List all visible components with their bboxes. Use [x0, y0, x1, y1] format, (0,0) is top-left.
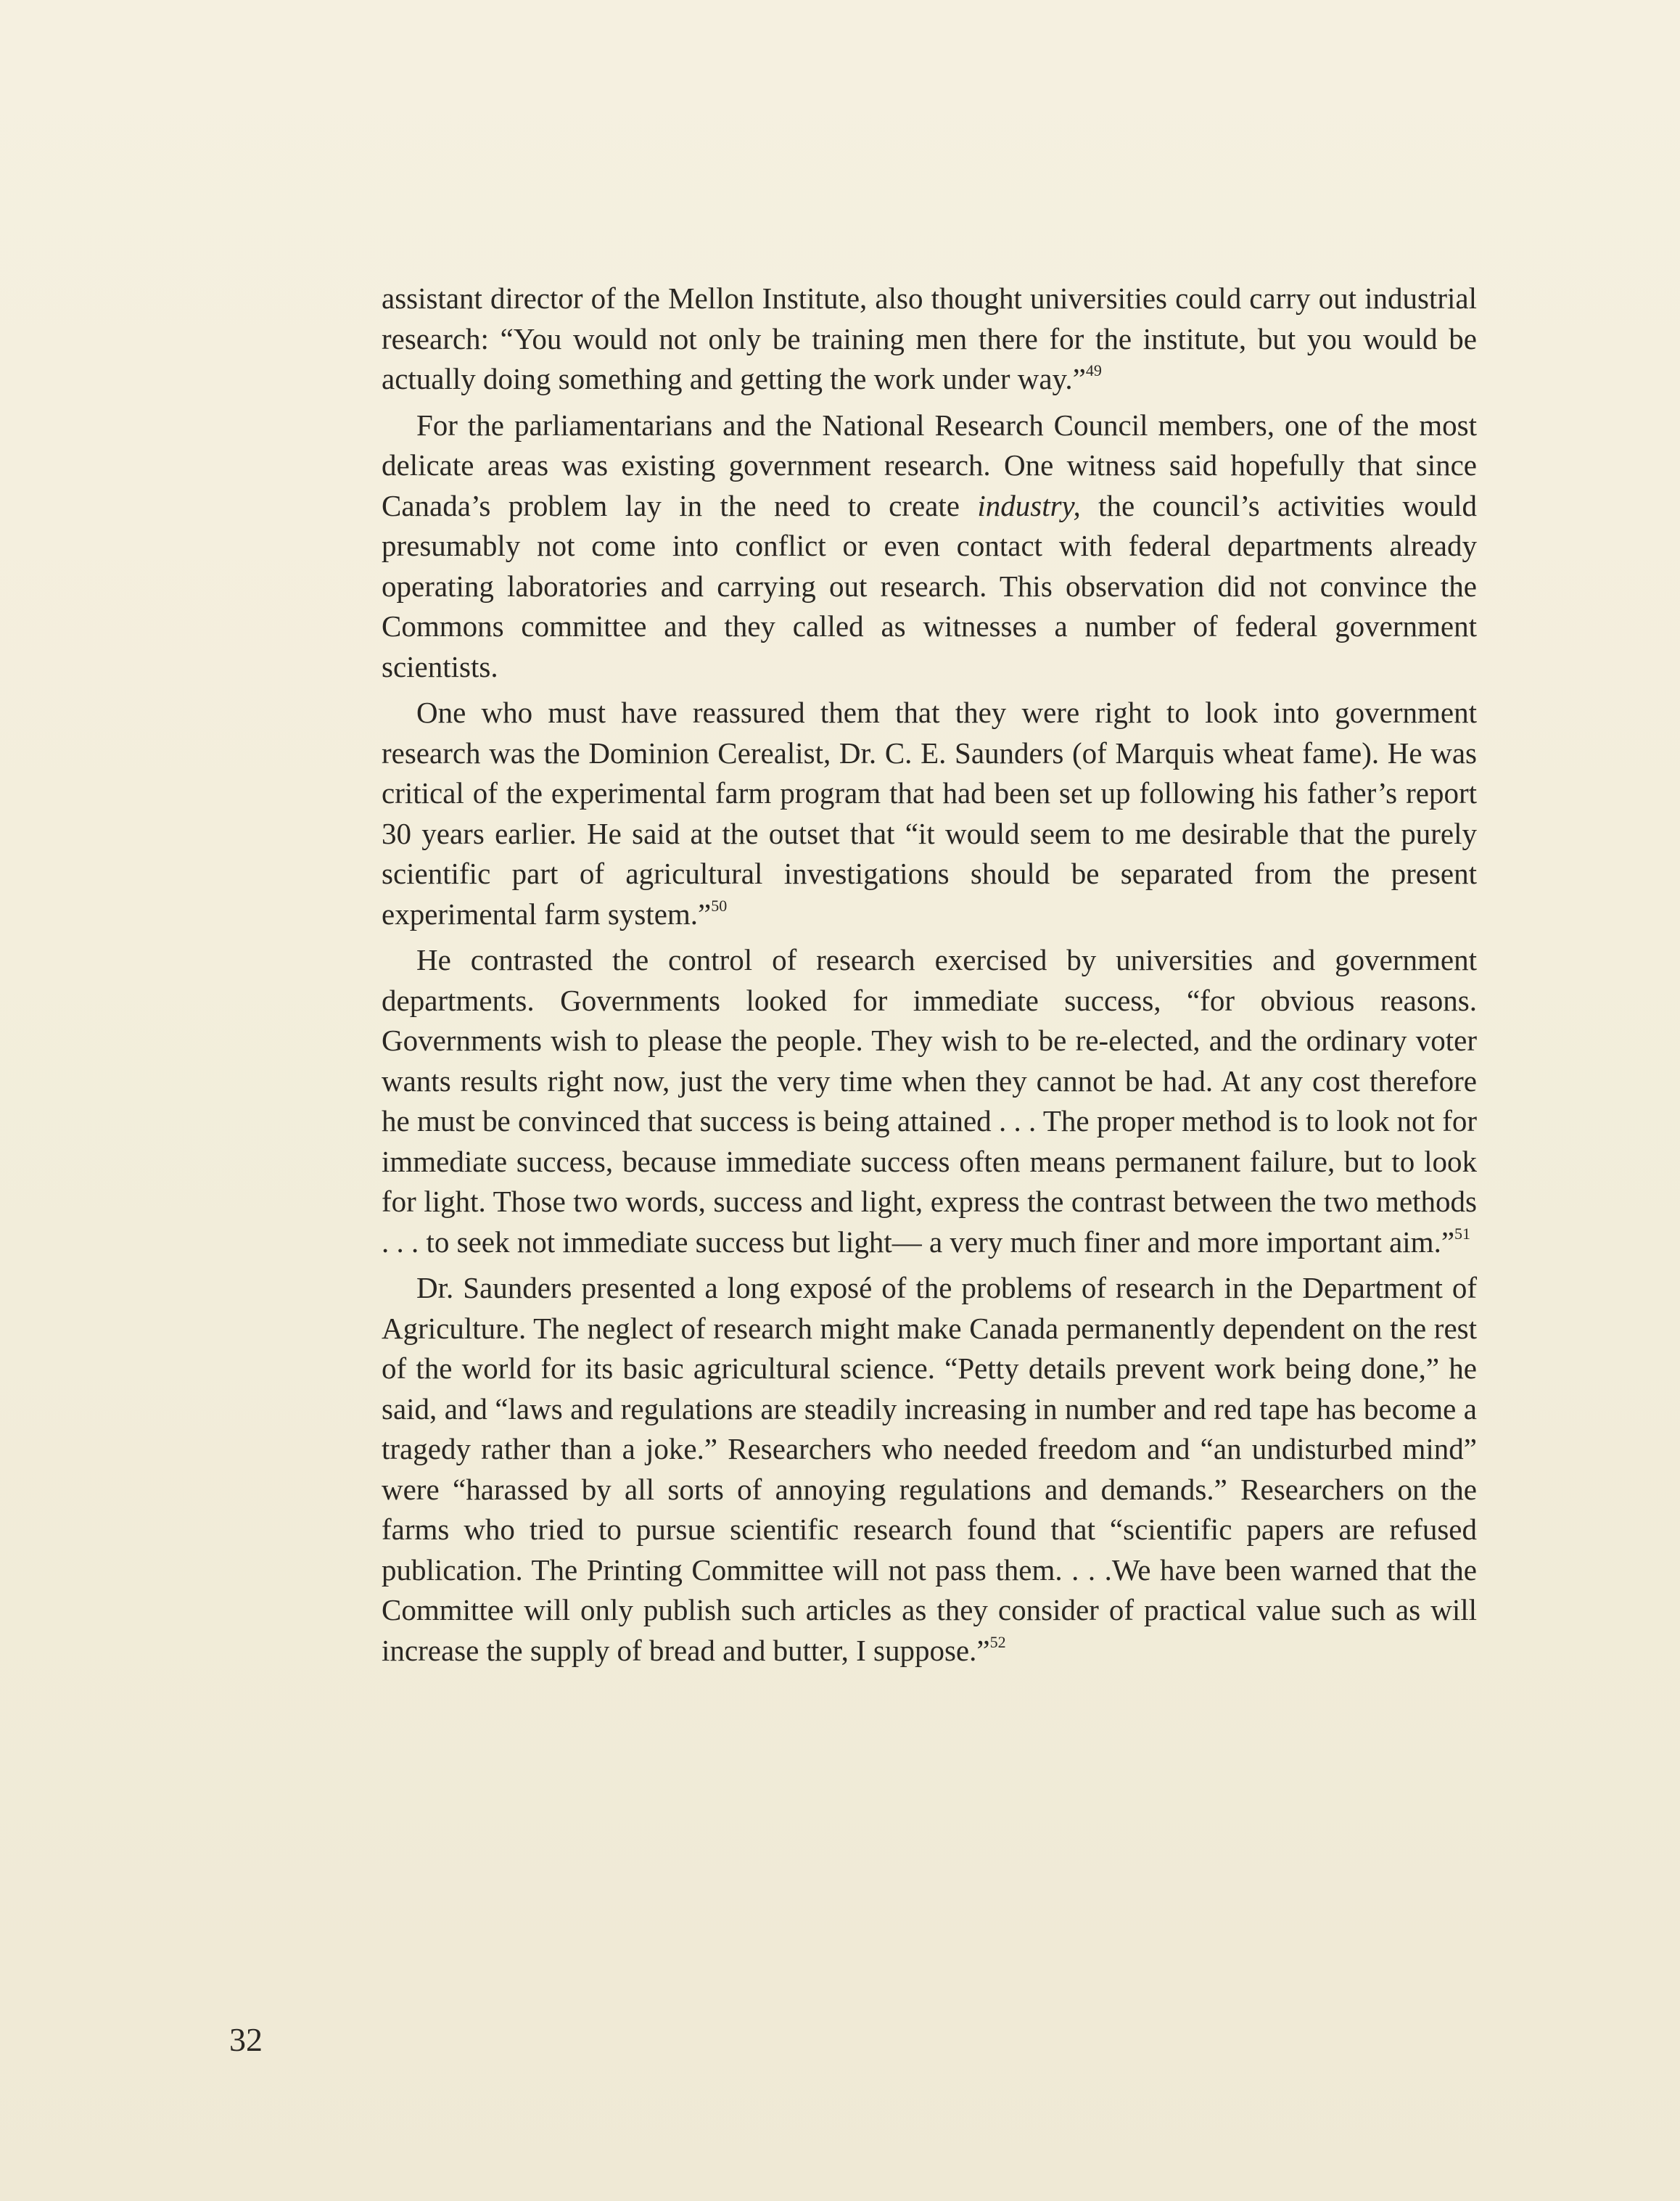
paragraph-2-text-end: the council’s activities would presumably not come into conflict or even contact with federal departments already operating laboratories and carrying out research. This observation did not convince the Commons committee and they called as witnesses a number of federal government scientists.: [382, 488, 1477, 683]
paragraph-2: [382, 406, 1477, 688]
page-number: 32: [229, 2021, 263, 2058]
paragraph-2-text-start: For the parliamentarians and the National Research Council members, one of the most delicate areas was existing government research. One witness said hopefully that since Canada’s problem lay in the need to create: [382, 408, 1477, 522]
paragraph-5: [382, 1268, 1477, 1671]
paragraph-1: [382, 279, 1477, 400]
footnote-ref-50: 50: [711, 896, 728, 915]
footnote-ref-49: 49: [1085, 361, 1102, 379]
footnote-ref-51: 51: [1454, 1224, 1471, 1243]
paragraph-1-text: assistant director of the Mellon Institute, also thought universities could carry out industrial research: “You would not only be training men there for the institute, but you would be actually doing something and getting the work under way.”: [382, 281, 1477, 395]
footnote-ref-52: 52: [989, 1632, 1006, 1651]
body-text: [382, 279, 1477, 1671]
paragraph-2-italic-word: industry,: [977, 488, 1081, 522]
paragraph-4: [382, 940, 1477, 1262]
paragraph-5-text: Dr. Saunders presented a long exposé of the problems of research in the Department of Agriculture. The neglect of research might make Canada permanently dependent on the rest of the world for its basic agricultural science. “Petty details prevent work being done,” he said, and “laws and regulations are steadily increasing in number and red tape has become a tragedy rather than a joke.” Researchers who needed freedom and “an undisturbed mind” were “harassed by all sorts of annoying regulations and demands.” Researchers on the farms who tried to pursue scientific research found that “scientific papers are refused publication. The Printing Committee will not pass them. . . .We have been warned that the Committee will only publish such articles as they consider of practical value such as will increase the supply of bread and butter, I suppose.”: [382, 1271, 1477, 1667]
paragraph-3: [382, 693, 1477, 934]
paragraph-3-text: One who must have reassured them that they were right to look into government research was the Dominion Cerealist, Dr. C. E. Saunders (of Marquis wheat fame). He was critical of the experimental farm program that had been set up following his father’s report 30 years earlier. He said at the outset that “it would seem to me desirable that the purely scientific part of agricultural investigations should be separated from the present experimental farm system.”: [382, 696, 1477, 931]
paragraph-4-text: He contrasted the control of research exercised by universities and government departments. Governments looked for immediate success, “for obvious reasons. Governments wish to please the people. They wish to be re-elected, and the ordinary voter wants results right now, just the very time when they cannot be had. At any cost therefore he must be convinced that success is being attained . . . The proper method is to look not for immediate success, because immediate success often means permanent failure, but to look for light. Those two words, success and light, express the contrast between the two methods . . . to seek not immediate success but light— a very much finer and more important aim.”: [382, 943, 1477, 1259]
